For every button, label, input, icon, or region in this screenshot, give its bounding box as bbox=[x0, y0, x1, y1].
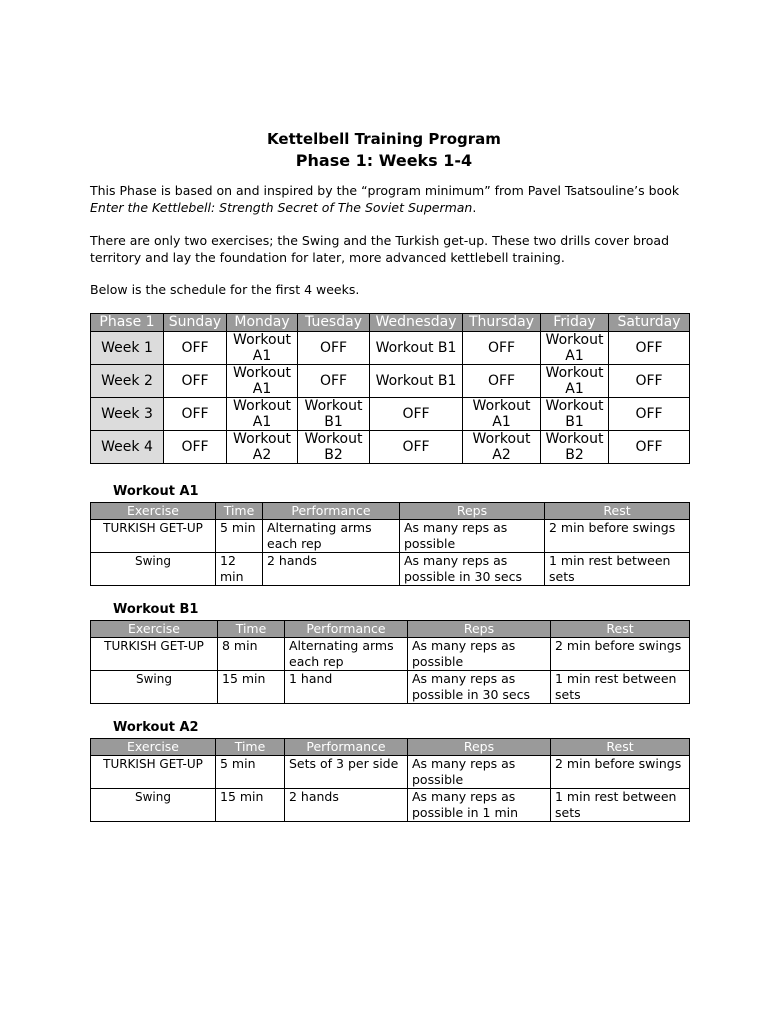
schedule-cell: OFF bbox=[609, 431, 690, 464]
schedule-cell: Workout A1 bbox=[227, 365, 298, 398]
reps-cell: As many reps as possible bbox=[408, 638, 551, 671]
schedule-header: Sunday bbox=[164, 314, 227, 332]
exercise-cell: Swing bbox=[91, 553, 216, 586]
schedule-cell: OFF bbox=[370, 398, 463, 431]
workout-header: Performance bbox=[285, 739, 408, 756]
workout-header: Rest bbox=[551, 739, 690, 756]
workout-header: Reps bbox=[408, 739, 551, 756]
reps-cell: As many reps as possible in 1 min bbox=[408, 789, 551, 822]
workout-header-row bbox=[91, 621, 690, 638]
schedule-header: Tuesday bbox=[298, 314, 370, 332]
schedule-cell: OFF bbox=[609, 365, 690, 398]
schedule-cell: OFF bbox=[164, 332, 227, 365]
time-cell: 8 min bbox=[218, 638, 285, 671]
schedule-cell: OFF bbox=[164, 365, 227, 398]
performance-cell: Alternating arms each rep bbox=[285, 638, 408, 671]
performance-cell: 2 hands bbox=[285, 789, 408, 822]
schedule-header: Wednesday bbox=[370, 314, 463, 332]
schedule-cell: OFF bbox=[463, 365, 541, 398]
schedule-cell: Workout B1 bbox=[298, 398, 370, 431]
rest-cell: 1 min rest between sets bbox=[551, 789, 690, 822]
workout-row bbox=[91, 638, 690, 671]
workout-header: Rest bbox=[545, 503, 690, 520]
performance-cell: Alternating arms each rep bbox=[263, 520, 400, 553]
reps-cell: As many reps as possible in 30 secs bbox=[408, 671, 551, 704]
exercise-cell: TURKISH GET-UP bbox=[91, 756, 216, 789]
workout-a1-table bbox=[90, 502, 690, 586]
page-subtitle: Phase 1: Weeks 1-4 bbox=[295, 151, 473, 170]
workout-b1-table bbox=[90, 620, 690, 704]
schedule-header: Saturday bbox=[609, 314, 690, 332]
schedule-header: Phase 1 bbox=[91, 314, 164, 332]
schedule-header: Monday bbox=[227, 314, 298, 332]
schedule-cell: Workout B1 bbox=[370, 365, 463, 398]
week-label: Week 1 bbox=[91, 332, 164, 365]
schedule-cell: OFF bbox=[370, 431, 463, 464]
reps-cell: As many reps as possible bbox=[400, 520, 545, 553]
schedule-cell: Workout A1 bbox=[541, 332, 609, 365]
rest-cell: 1 min rest between sets bbox=[551, 671, 690, 704]
schedule-row bbox=[91, 431, 690, 464]
workout-b1-title: Workout B1 bbox=[113, 602, 199, 617]
time-cell: 5 min bbox=[216, 520, 263, 553]
schedule-cell: OFF bbox=[298, 332, 370, 365]
book-title: Enter the Kettlebell: Strength Secret of The Soviet Superman bbox=[90, 200, 473, 215]
exercise-cell: TURKISH GET-UP bbox=[91, 638, 218, 671]
schedule-cell: OFF bbox=[609, 398, 690, 431]
time-cell: 12 min bbox=[216, 553, 263, 586]
rest-cell: 2 min before swings bbox=[551, 756, 690, 789]
workout-a2-title: Workout A2 bbox=[113, 720, 199, 735]
workout-header: Time bbox=[218, 621, 285, 638]
schedule-row bbox=[91, 365, 690, 398]
reps-cell: As many reps as possible in 30 secs bbox=[400, 553, 545, 586]
week-label: Week 3 bbox=[91, 398, 164, 431]
intro-end: . bbox=[472, 200, 477, 215]
performance-cell: 2 hands bbox=[263, 553, 400, 586]
schedule-cell: Workout A2 bbox=[227, 431, 298, 464]
workout-header-row bbox=[91, 739, 690, 756]
workout-header: Exercise bbox=[91, 503, 216, 520]
schedule-cell: Workout B1 bbox=[541, 398, 609, 431]
time-cell: 15 min bbox=[218, 671, 285, 704]
schedule-cell: OFF bbox=[164, 398, 227, 431]
performance-cell: Sets of 3 per side bbox=[285, 756, 408, 789]
exercise-cell: Swing bbox=[91, 789, 216, 822]
workout-row bbox=[91, 553, 690, 586]
workout-row bbox=[91, 520, 690, 553]
workout-row bbox=[91, 789, 690, 822]
schedule-intro: Below is the schedule for the first 4 weeks. bbox=[90, 282, 360, 297]
schedule-row bbox=[91, 332, 690, 365]
schedule-cell: OFF bbox=[164, 431, 227, 464]
reps-cell: As many reps as possible bbox=[408, 756, 551, 789]
workout-header: Performance bbox=[263, 503, 400, 520]
schedule-cell: Workout B2 bbox=[298, 431, 370, 464]
schedule-cell: Workout B1 bbox=[370, 332, 463, 365]
schedule-row bbox=[91, 398, 690, 431]
workout-a2-table bbox=[90, 738, 690, 822]
rest-cell: 2 min before swings bbox=[551, 638, 690, 671]
time-cell: 5 min bbox=[216, 756, 285, 789]
exercises-paragraph: There are only two exercises; the Swing and the Turkish get-up. These two drills cover broad territory and lay the foundation for later, more advanced kettlebell training. bbox=[90, 233, 670, 265]
workout-a1-title: Workout A1 bbox=[113, 484, 199, 499]
schedule-header: Thursday bbox=[463, 314, 541, 332]
rest-cell: 1 min rest between sets bbox=[545, 553, 690, 586]
schedule-header-row bbox=[91, 314, 690, 332]
week-label: Week 4 bbox=[91, 431, 164, 464]
performance-cell: 1 hand bbox=[285, 671, 408, 704]
schedule-header: Friday bbox=[541, 314, 609, 332]
workout-header: Exercise bbox=[91, 739, 216, 756]
workout-header: Reps bbox=[400, 503, 545, 520]
workout-header: Exercise bbox=[91, 621, 218, 638]
intro-paragraph bbox=[90, 182, 690, 216]
schedule-table bbox=[90, 313, 690, 464]
rest-cell: 2 min before swings bbox=[545, 520, 690, 553]
workout-row bbox=[91, 671, 690, 704]
workout-header-row bbox=[91, 503, 690, 520]
workout-header: Rest bbox=[551, 621, 690, 638]
workout-row bbox=[91, 756, 690, 789]
schedule-cell: OFF bbox=[298, 365, 370, 398]
page-title: Kettelbell Training Program bbox=[267, 130, 501, 148]
schedule-cell: OFF bbox=[609, 332, 690, 365]
schedule-cell: Workout B2 bbox=[541, 431, 609, 464]
schedule-cell: Workout A1 bbox=[463, 398, 541, 431]
workout-header: Reps bbox=[408, 621, 551, 638]
schedule-cell: Workout A2 bbox=[463, 431, 541, 464]
workout-header: Time bbox=[216, 739, 285, 756]
schedule-cell: Workout A1 bbox=[227, 398, 298, 431]
workout-header: Time bbox=[216, 503, 263, 520]
schedule-cell: Workout A1 bbox=[541, 365, 609, 398]
schedule-cell: OFF bbox=[463, 332, 541, 365]
intro-text: This Phase is based on and inspired by the “program minimum” from Pavel Tsatsouline’s book bbox=[90, 183, 680, 198]
time-cell: 15 min bbox=[216, 789, 285, 822]
exercise-cell: Swing bbox=[91, 671, 218, 704]
workout-header: Performance bbox=[285, 621, 408, 638]
exercise-cell: TURKISH GET-UP bbox=[91, 520, 216, 553]
week-label: Week 2 bbox=[91, 365, 164, 398]
schedule-cell: Workout A1 bbox=[227, 332, 298, 365]
